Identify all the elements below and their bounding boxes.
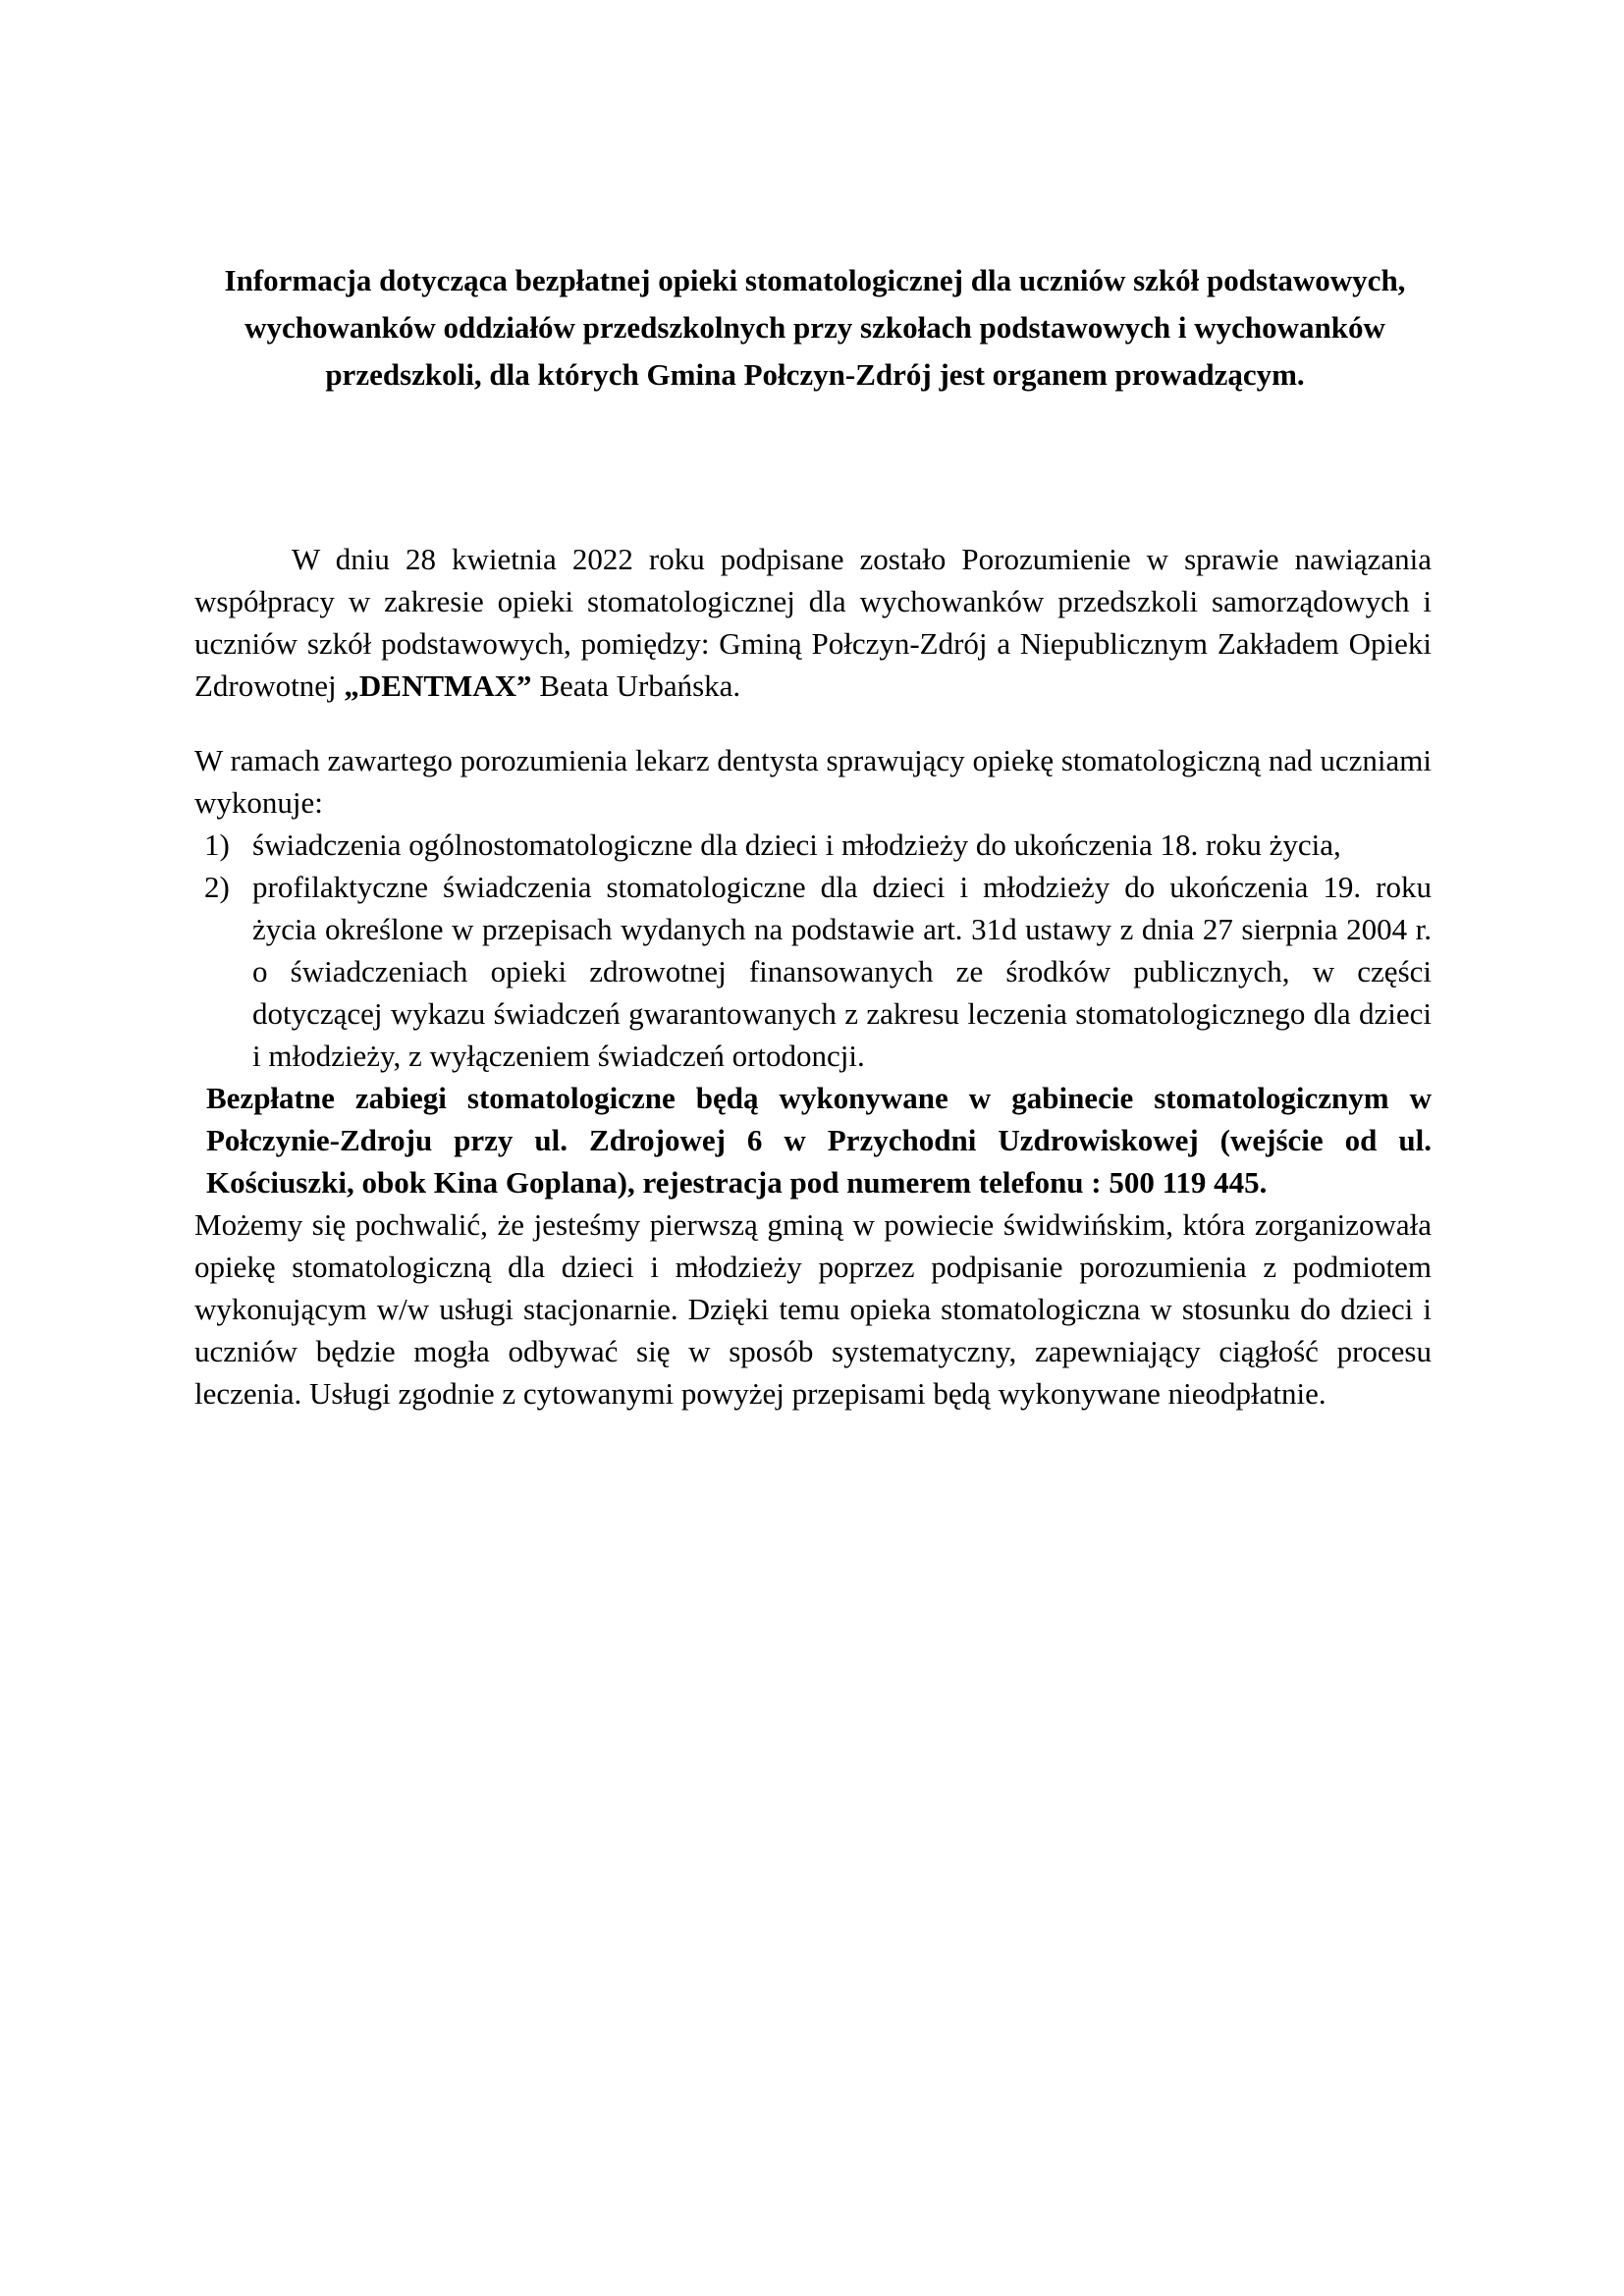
- location-paragraph: Bezpłatne zabiegi stomatologiczne będą wykonywane w gabinecie stomatologicznym w Połczynie-Zdroju przy ul. Zdrojowej 6 w Przychodni Uzdrowiskowej (wejście od ul. Kościuszki, obok Kina Goplana), rejestracja pod numerem telefonu : 500 119 445.: [206, 1081, 1432, 1200]
- document-title: Informacja dotycząca bezpłatnej opieki stomatologicznej dla uczniów szkół podstawowych, wychowanków oddziałów przedszkolnych przy szkołach podstawowych i wychowanków przedszkoli, dla których Gmina Połczyn-Zdrój jest organem prowadzącym.: [224, 263, 1406, 392]
- scope-paragraph: W ramach zawartego porozumienia lekarz dentysta sprawujący opiekę stomatologiczną nad uczniami wykonuje:: [194, 743, 1432, 820]
- intro-paragraph: [194, 538, 1432, 707]
- intro-text: W dniu 28 kwietnia 2022 roku podpisane zostało Porozumienie w sprawie nawiązania współpracy w zakresie opieki stomatologicznej dla wychowanków przedszkoli samorządowych i uczniów szkół podstawowych, pomiędzy: Gminą Połczyn-Zdrój a Niepublicznym Zakładem Opieki Zdrowotnej: [194, 542, 1432, 703]
- list-item-text: świadczenia ogólnostomatologiczne dla dzieci i młodzieży do ukończenia 18. roku życia,: [252, 828, 1341, 862]
- list-item: [194, 866, 1432, 1077]
- company-name: „DENTMAX”: [344, 668, 532, 703]
- intro-text-end: Beata Urbańska.: [531, 668, 741, 703]
- closing-paragraph: Możemy się pochwalić, że jesteśmy pierwszą gminą w powiecie świdwińskim, która zorganizowała opiekę stomatologiczną dla dzieci i młodzieży poprzez podpisanie porozumienia z podmiotem wykonującym w/w usługi stacjonarnie. Dzięki temu opieka stomatologiczna w stosunku do dzieci i uczniów będzie mogła odbywać się w sposób systematyczny, zapewniający ciągłość procesu leczenia. Usługi zgodnie z cytowanymi powyżej przepisami będą wykonywane nieodpłatnie.: [194, 1207, 1432, 1411]
- list-item-number: 1): [204, 828, 230, 862]
- list-item: [194, 824, 1432, 866]
- list-item-number: 2): [204, 870, 230, 904]
- services-list: [194, 824, 1432, 1077]
- list-item-text: profilaktyczne świadczenia stomatologiczne dla dzieci i młodzieży do ukończenia 19. roku życia określone w przepisach wydanych na podstawie art. 31d ustawy z dnia 27 sierpnia 2004 r. o świadczeniach opieki zdrowotnej finansowanych ze środków publicznych, w części dotyczącej wykazu świadczeń gwarantowanych z zakresu leczenia stomatologicznego dla dzieci i młodzieży, z wyłączeniem świadczeń ortodoncji.: [252, 870, 1432, 1073]
